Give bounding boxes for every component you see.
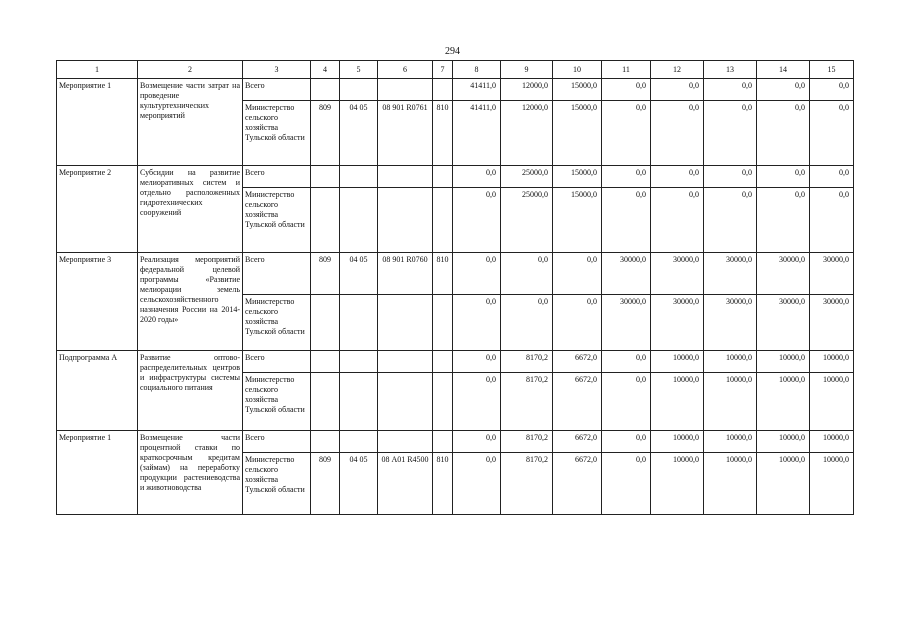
code-csr-cell: 08 901 R0761 bbox=[378, 101, 433, 166]
code-vr-cell bbox=[433, 79, 453, 101]
value-cell: 30000,0 bbox=[651, 295, 704, 351]
executor-cell: Всего bbox=[243, 166, 311, 188]
header-row bbox=[57, 61, 854, 79]
code-csr-cell bbox=[378, 431, 433, 453]
header-cell: 3 bbox=[243, 61, 311, 79]
code-vr-cell bbox=[433, 431, 453, 453]
value-cell: 6672,0 bbox=[553, 351, 602, 373]
table-row-total bbox=[57, 431, 854, 453]
executor-cell: Министерство сельского хозяйства Тульской области bbox=[243, 295, 311, 351]
measure-name: Мероприятие 2 bbox=[57, 166, 138, 253]
value-cell: 0,0 bbox=[453, 351, 501, 373]
value-cell: 41411,0 bbox=[453, 101, 501, 166]
header-cell: 11 bbox=[602, 61, 651, 79]
page-number: 294 bbox=[445, 46, 460, 57]
header-cell: 5 bbox=[340, 61, 378, 79]
header-cell: 15 bbox=[810, 61, 854, 79]
header-cell: 6 bbox=[378, 61, 433, 79]
header-cell: 9 bbox=[501, 61, 553, 79]
code-vr-cell bbox=[433, 295, 453, 351]
code-csr-cell bbox=[378, 295, 433, 351]
value-cell: 0,0 bbox=[602, 453, 651, 515]
value-cell: 0,0 bbox=[704, 79, 757, 101]
header-cell: 4 bbox=[311, 61, 340, 79]
code-vr-cell bbox=[433, 188, 453, 253]
code-rzpr-cell: 04 05 bbox=[340, 253, 378, 295]
executor-cell: Всего bbox=[243, 351, 311, 373]
value-cell: 0,0 bbox=[810, 188, 854, 253]
measure-name: Мероприятие 1 bbox=[57, 431, 138, 515]
value-cell: 30000,0 bbox=[810, 295, 854, 351]
code-grbs-cell bbox=[311, 79, 340, 101]
header-cell: 1 bbox=[57, 61, 138, 79]
value-cell: 0,0 bbox=[602, 101, 651, 166]
code-csr-cell bbox=[378, 373, 433, 431]
code-rzpr-cell bbox=[340, 79, 378, 101]
value-cell: 0,0 bbox=[453, 166, 501, 188]
code-csr-cell bbox=[378, 79, 433, 101]
value-cell: 0,0 bbox=[602, 431, 651, 453]
value-cell: 0,0 bbox=[757, 166, 810, 188]
value-cell: 0,0 bbox=[453, 188, 501, 253]
header-cell: 7 bbox=[433, 61, 453, 79]
value-cell: 0,0 bbox=[501, 295, 553, 351]
value-cell: 30000,0 bbox=[602, 295, 651, 351]
value-cell: 0,0 bbox=[602, 79, 651, 101]
table-row-total bbox=[57, 166, 854, 188]
value-cell: 0,0 bbox=[453, 453, 501, 515]
measure-description: Субсидии на развитие мелиоративных систем и отдельно расположенных гидротехнических сооружений bbox=[138, 166, 243, 253]
table-row-total bbox=[57, 351, 854, 373]
value-cell: 41411,0 bbox=[453, 79, 501, 101]
value-cell: 10000,0 bbox=[810, 373, 854, 431]
value-cell: 0,0 bbox=[651, 166, 704, 188]
code-vr-cell bbox=[433, 166, 453, 188]
executor-cell: Всего bbox=[243, 431, 311, 453]
header-cell: 2 bbox=[138, 61, 243, 79]
code-vr-cell bbox=[433, 351, 453, 373]
value-cell: 6672,0 bbox=[553, 373, 602, 431]
value-cell: 0,0 bbox=[553, 253, 602, 295]
value-cell: 0,0 bbox=[553, 295, 602, 351]
value-cell: 0,0 bbox=[704, 188, 757, 253]
value-cell: 10000,0 bbox=[810, 431, 854, 453]
code-grbs-cell: 809 bbox=[311, 101, 340, 166]
value-cell: 30000,0 bbox=[757, 295, 810, 351]
value-cell: 8170,2 bbox=[501, 351, 553, 373]
measure-description: Возмещение части затрат на проведение культуртехнических мероприятий bbox=[138, 79, 243, 166]
executor-cell: Министерство сельского хозяйства Тульской области bbox=[243, 101, 311, 166]
value-cell: 0,0 bbox=[501, 253, 553, 295]
measure-description: Развитие оптово-распределительных центров и инфраструктуры системы социального питания bbox=[138, 351, 243, 431]
executor-cell: Всего bbox=[243, 253, 311, 295]
code-csr-cell bbox=[378, 351, 433, 373]
code-grbs-cell bbox=[311, 188, 340, 253]
code-vr-cell bbox=[433, 373, 453, 431]
value-cell: 10000,0 bbox=[651, 373, 704, 431]
value-cell: 30000,0 bbox=[704, 253, 757, 295]
code-csr-cell: 08 А01 R4500 bbox=[378, 453, 433, 515]
value-cell: 30000,0 bbox=[757, 253, 810, 295]
code-grbs-cell: 809 bbox=[311, 453, 340, 515]
value-cell: 10000,0 bbox=[757, 351, 810, 373]
budget-table bbox=[56, 60, 854, 515]
value-cell: 10000,0 bbox=[704, 351, 757, 373]
header-cell: 8 bbox=[453, 61, 501, 79]
code-grbs-cell bbox=[311, 295, 340, 351]
value-cell: 30000,0 bbox=[810, 253, 854, 295]
value-cell: 0,0 bbox=[810, 79, 854, 101]
header-cell: 13 bbox=[704, 61, 757, 79]
code-rzpr-cell bbox=[340, 373, 378, 431]
value-cell: 30000,0 bbox=[651, 253, 704, 295]
value-cell: 10000,0 bbox=[704, 373, 757, 431]
code-rzpr-cell bbox=[340, 166, 378, 188]
value-cell: 0,0 bbox=[651, 188, 704, 253]
value-cell: 0,0 bbox=[651, 79, 704, 101]
code-rzpr-cell bbox=[340, 351, 378, 373]
value-cell: 10000,0 bbox=[704, 453, 757, 515]
value-cell: 0,0 bbox=[602, 373, 651, 431]
code-grbs-cell bbox=[311, 431, 340, 453]
value-cell: 0,0 bbox=[810, 101, 854, 166]
value-cell: 0,0 bbox=[602, 166, 651, 188]
value-cell: 10000,0 bbox=[810, 351, 854, 373]
value-cell: 15000,0 bbox=[553, 188, 602, 253]
code-csr-cell bbox=[378, 166, 433, 188]
code-csr-cell bbox=[378, 188, 433, 253]
measure-name: Подпрограмма А bbox=[57, 351, 138, 431]
value-cell: 0,0 bbox=[453, 253, 501, 295]
header-cell: 10 bbox=[553, 61, 602, 79]
value-cell: 0,0 bbox=[757, 79, 810, 101]
value-cell: 10000,0 bbox=[757, 373, 810, 431]
code-grbs-cell: 809 bbox=[311, 253, 340, 295]
value-cell: 0,0 bbox=[704, 101, 757, 166]
value-cell: 10000,0 bbox=[704, 431, 757, 453]
measure-name: Мероприятие 1 bbox=[57, 79, 138, 166]
value-cell: 10000,0 bbox=[810, 453, 854, 515]
value-cell: 30000,0 bbox=[602, 253, 651, 295]
measure-description: Реализация мероприятий федеральной целевой программы «Развитие мелиорации земель сельскохозяйственного назначения России на 2014-2020 годы» bbox=[138, 253, 243, 351]
header-cell: 14 bbox=[757, 61, 810, 79]
value-cell: 10000,0 bbox=[651, 453, 704, 515]
value-cell: 6672,0 bbox=[553, 431, 602, 453]
value-cell: 0,0 bbox=[453, 373, 501, 431]
value-cell: 12000,0 bbox=[501, 101, 553, 166]
code-rzpr-cell: 04 05 bbox=[340, 101, 378, 166]
value-cell: 8170,2 bbox=[501, 453, 553, 515]
executor-cell: Всего bbox=[243, 79, 311, 101]
table-row-total bbox=[57, 253, 854, 295]
header-cell: 12 bbox=[651, 61, 704, 79]
measure-name: Мероприятие 3 bbox=[57, 253, 138, 351]
value-cell: 0,0 bbox=[810, 166, 854, 188]
executor-cell: Министерство сельского хозяйства Тульской области bbox=[243, 453, 311, 515]
value-cell: 15000,0 bbox=[553, 79, 602, 101]
code-rzpr-cell bbox=[340, 188, 378, 253]
executor-cell: Министерство сельского хозяйства Тульской области bbox=[243, 188, 311, 253]
value-cell: 30000,0 bbox=[704, 295, 757, 351]
value-cell: 25000,0 bbox=[501, 188, 553, 253]
value-cell: 0,0 bbox=[453, 295, 501, 351]
value-cell: 0,0 bbox=[757, 188, 810, 253]
value-cell: 10000,0 bbox=[651, 351, 704, 373]
value-cell: 0,0 bbox=[602, 188, 651, 253]
value-cell: 0,0 bbox=[453, 431, 501, 453]
code-vr-cell: 810 bbox=[433, 453, 453, 515]
value-cell: 15000,0 bbox=[553, 166, 602, 188]
value-cell: 0,0 bbox=[757, 101, 810, 166]
measure-description: Возмещение части процентной ставки по краткосрочным кредитам (займам) на переработку продукции растениеводства и животноводства bbox=[138, 431, 243, 515]
executor-cell: Министерство сельского хозяйства Тульской области bbox=[243, 373, 311, 431]
value-cell: 10000,0 bbox=[757, 431, 810, 453]
value-cell: 12000,0 bbox=[501, 79, 553, 101]
value-cell: 0,0 bbox=[704, 166, 757, 188]
value-cell: 8170,2 bbox=[501, 431, 553, 453]
value-cell: 25000,0 bbox=[501, 166, 553, 188]
value-cell: 0,0 bbox=[602, 351, 651, 373]
code-csr-cell: 08 901 R0760 bbox=[378, 253, 433, 295]
code-vr-cell: 810 bbox=[433, 253, 453, 295]
code-rzpr-cell bbox=[340, 295, 378, 351]
value-cell: 8170,2 bbox=[501, 373, 553, 431]
code-rzpr-cell bbox=[340, 431, 378, 453]
value-cell: 10000,0 bbox=[651, 431, 704, 453]
value-cell: 0,0 bbox=[651, 101, 704, 166]
table-row-total bbox=[57, 79, 854, 101]
value-cell: 6672,0 bbox=[553, 453, 602, 515]
code-vr-cell: 810 bbox=[433, 101, 453, 166]
code-grbs-cell bbox=[311, 351, 340, 373]
value-cell: 15000,0 bbox=[553, 101, 602, 166]
code-grbs-cell bbox=[311, 373, 340, 431]
value-cell: 10000,0 bbox=[757, 453, 810, 515]
code-grbs-cell bbox=[311, 166, 340, 188]
code-rzpr-cell: 04 05 bbox=[340, 453, 378, 515]
